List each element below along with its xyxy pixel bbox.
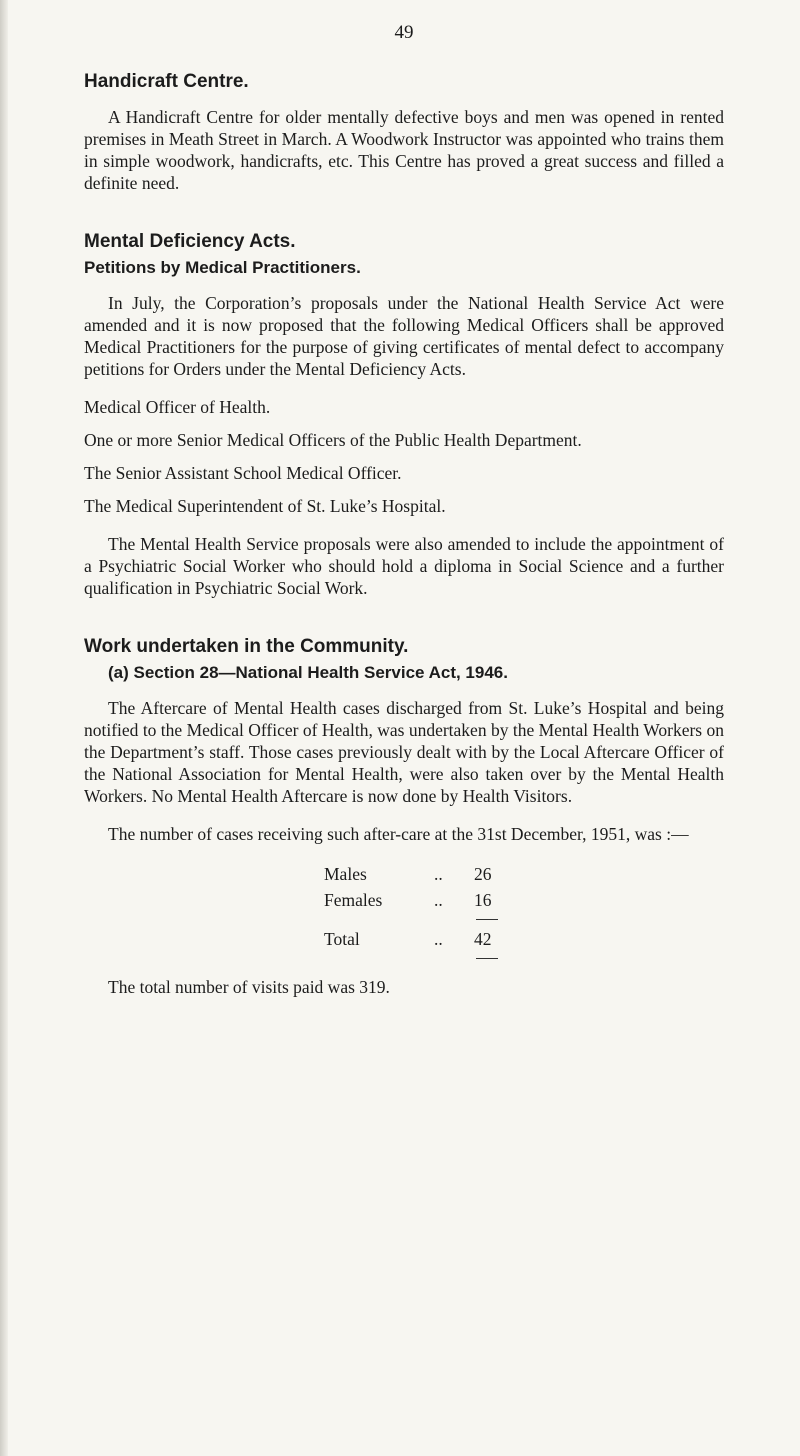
- officer-list-item: The Medical Superintendent of St. Luke’s Hospital.: [84, 496, 446, 516]
- table-row: [324, 887, 524, 913]
- sum-rule-bottom: [476, 958, 498, 959]
- handicraft-paragraph: A Handicraft Centre for older mentally defective boys and men was opened in rented premises in Meath Street in March. A Woodwork Instructor was appointed who trains them in simple woodwork, handicrafts, etc. This Centre has proved a great success and filled a definite need.: [84, 107, 724, 193]
- page-number: 49: [394, 22, 414, 43]
- petitions-subheading: Petitions by Medical Practitioners.: [84, 258, 361, 277]
- aftercare-paragraph: The Aftercare of Mental Health cases discharged from St. Luke’s Hospital and being notified to the Medical Officer of Health, was undertaken by the Mental Health Workers on the Department’s staff. Those cases previously dealt with by the Local Aftercare Officer of the National Association for Mental Health, were also taken over by the Mental Health Workers. No Mental Health Aftercare is now done by Health Visitors.: [84, 698, 724, 806]
- total-visits-paragraph: The total number of visits paid was 319.: [108, 977, 390, 997]
- community-section: [84, 633, 724, 998]
- mental-deficiency-heading: Mental Deficiency Acts.: [84, 231, 296, 252]
- total-row: [324, 926, 524, 952]
- cases-count-paragraph: The number of cases receiving such after-care at the 31st December, 1951, was :—: [108, 824, 689, 844]
- row-value: 16: [474, 890, 492, 910]
- page-spine-shadow: [0, 0, 8, 1456]
- officer-list-item: One or more Senior Medical Officers of the Public Health Department.: [84, 430, 582, 450]
- handicraft-section: [84, 68, 724, 194]
- row-dots: ..: [434, 890, 443, 910]
- handicraft-heading: Handicraft Centre.: [84, 71, 249, 92]
- total-value: 42: [474, 929, 492, 949]
- row-dots: ..: [434, 864, 443, 884]
- community-heading: Work undertaken in the Community.: [84, 636, 409, 657]
- mental-deficiency-paragraph: In July, the Corporation’s proposals under the National Health Service Act were amended and it is now proposed that the following Medical Officers shall be approved Medical Practitioners for the purpose of giving certificates of mental defect to accompany petitions for Orders under the Mental Deficiency Acts.: [84, 293, 724, 379]
- row-label: Males: [324, 864, 367, 884]
- section-28-subheading: (a) Section 28—National Health Service Act, 1946.: [108, 663, 508, 682]
- row-label: Females: [324, 890, 383, 910]
- table-row: [324, 861, 524, 887]
- officer-list-item: Medical Officer of Health.: [84, 397, 271, 417]
- total-dots: ..: [434, 929, 443, 949]
- aftercare-figures-table: [324, 861, 524, 959]
- mental-deficiency-section: [84, 228, 724, 599]
- total-label: Total: [324, 929, 360, 949]
- sum-rule-top: [476, 919, 498, 920]
- psychiatric-social-worker-paragraph: The Mental Health Service proposals were also amended to include the appointment of a Psychiatric Social Worker who should hold a diploma in Social Science and a further qualification in Psychiatric Social Work.: [84, 534, 724, 598]
- officer-list-item: The Senior Assistant School Medical Officer.: [84, 463, 402, 483]
- document-page: [84, 22, 724, 998]
- row-value: 26: [474, 864, 492, 884]
